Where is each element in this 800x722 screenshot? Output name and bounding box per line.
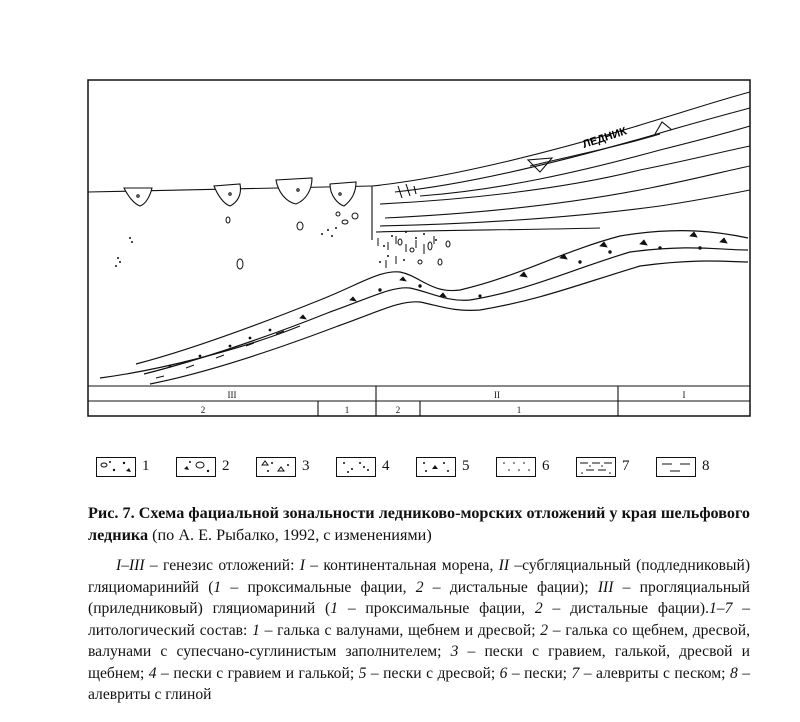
body-span: – проксимальные фации,	[221, 578, 416, 596]
body-span: – литологический состав:	[88, 600, 751, 639]
body-span: 2	[534, 600, 543, 617]
body-span: – пески с дресвой;	[366, 664, 500, 682]
body-span: 6	[499, 664, 508, 682]
body-span: 2	[415, 578, 424, 596]
body-span: – генезис отложений:	[144, 557, 300, 574]
silt-clay-swatch	[656, 457, 696, 477]
silt-sand-swatch	[576, 457, 616, 477]
body-span: 8	[729, 664, 738, 682]
sand-swatch	[496, 457, 536, 477]
rain-out-dashes	[378, 236, 434, 268]
figure-frame	[88, 80, 750, 416]
zone-table	[88, 386, 750, 416]
body-span: I	[299, 557, 305, 574]
body-span: – пески с гравием и галькой;	[156, 664, 359, 682]
body-span: 2	[540, 621, 549, 639]
body-span: – галька с валунами, щебнем и дресвой;	[259, 621, 541, 639]
legend-num-4: 4	[382, 458, 390, 474]
figure-caption	[88, 502, 750, 546]
zone-top-i: I	[682, 390, 686, 400]
body-span: 5	[358, 664, 367, 682]
icebergs	[124, 178, 356, 206]
legend-num-7: 7	[622, 458, 630, 474]
legend-num-1: 1	[142, 458, 150, 474]
body-span: II	[498, 557, 510, 574]
glacier-body	[372, 92, 750, 240]
body-span: – галька со щебнем, дресвой, валунами с супесчано-суглинистым заполнителем;	[88, 621, 750, 660]
body-span: – континентальная морена,	[304, 557, 499, 574]
zone-bottom-ii-1: 1	[516, 405, 522, 415]
body-span: – проксимальные фации,	[338, 600, 535, 617]
sand-gravel-dots-swatch	[336, 457, 376, 477]
zone-top-ii: II	[494, 390, 500, 400]
caption-bold: Рис. 7. Схема фациальной зональности ледниково-морских отложений у края шельфового ледника	[88, 504, 750, 544]
zone-bottom-iii-2: 2	[200, 405, 206, 415]
body-span: 1	[213, 578, 222, 596]
zone-bottom-ii-2: 2	[395, 405, 401, 415]
body-span: – алевриты с глиной	[88, 664, 750, 703]
body-span: – дистальные фации);	[423, 578, 598, 596]
body-span: III	[597, 578, 614, 596]
pebbles-gravel-swatch	[176, 457, 216, 477]
body-span: –субгляциальный (подледниковый) гляциомаринийй (	[88, 557, 751, 596]
legend-explanation	[88, 555, 750, 706]
body-span: 1	[330, 600, 338, 617]
zone-top-iii: III	[227, 390, 237, 400]
body-span: 4	[148, 664, 157, 682]
body-span: – алевриты с песком;	[579, 664, 730, 682]
body-span: 7	[571, 664, 580, 682]
legend-num-8: 8	[702, 458, 710, 474]
legend-num-5: 5	[462, 458, 470, 474]
caption-source: (по А. Е. Рыбалко, 1992, с изменениями)	[148, 526, 432, 544]
body-span: 1–7	[709, 600, 733, 617]
pebbles-boulders-swatch	[96, 457, 136, 477]
body-span: – пески;	[507, 664, 572, 682]
sand-grit-swatch	[416, 457, 456, 477]
body-span: I–III	[116, 557, 145, 574]
zone-bottom-iii-1: 1	[344, 405, 350, 415]
lithology-legend	[96, 455, 716, 481]
body-span: – дистальные фации).	[542, 600, 709, 617]
legend-num-3: 3	[302, 458, 310, 474]
glacier-label: ЛЕДНИК	[581, 125, 629, 151]
body-span: 3	[450, 643, 459, 660]
legend-num-2: 2	[222, 458, 230, 474]
body-span: – пески с гравием, галькой, дресвой и щебнем;	[88, 643, 750, 682]
sediment-clasts	[169, 232, 727, 367]
legend-num-6: 6	[542, 458, 550, 474]
debris-dots	[115, 227, 437, 267]
body-span: – прогляциальный (приледниковый) гляциомариний (	[88, 578, 750, 617]
sand-gravel-swatch	[256, 457, 296, 477]
zone-labels	[201, 390, 686, 415]
body-span: 1	[252, 621, 260, 639]
